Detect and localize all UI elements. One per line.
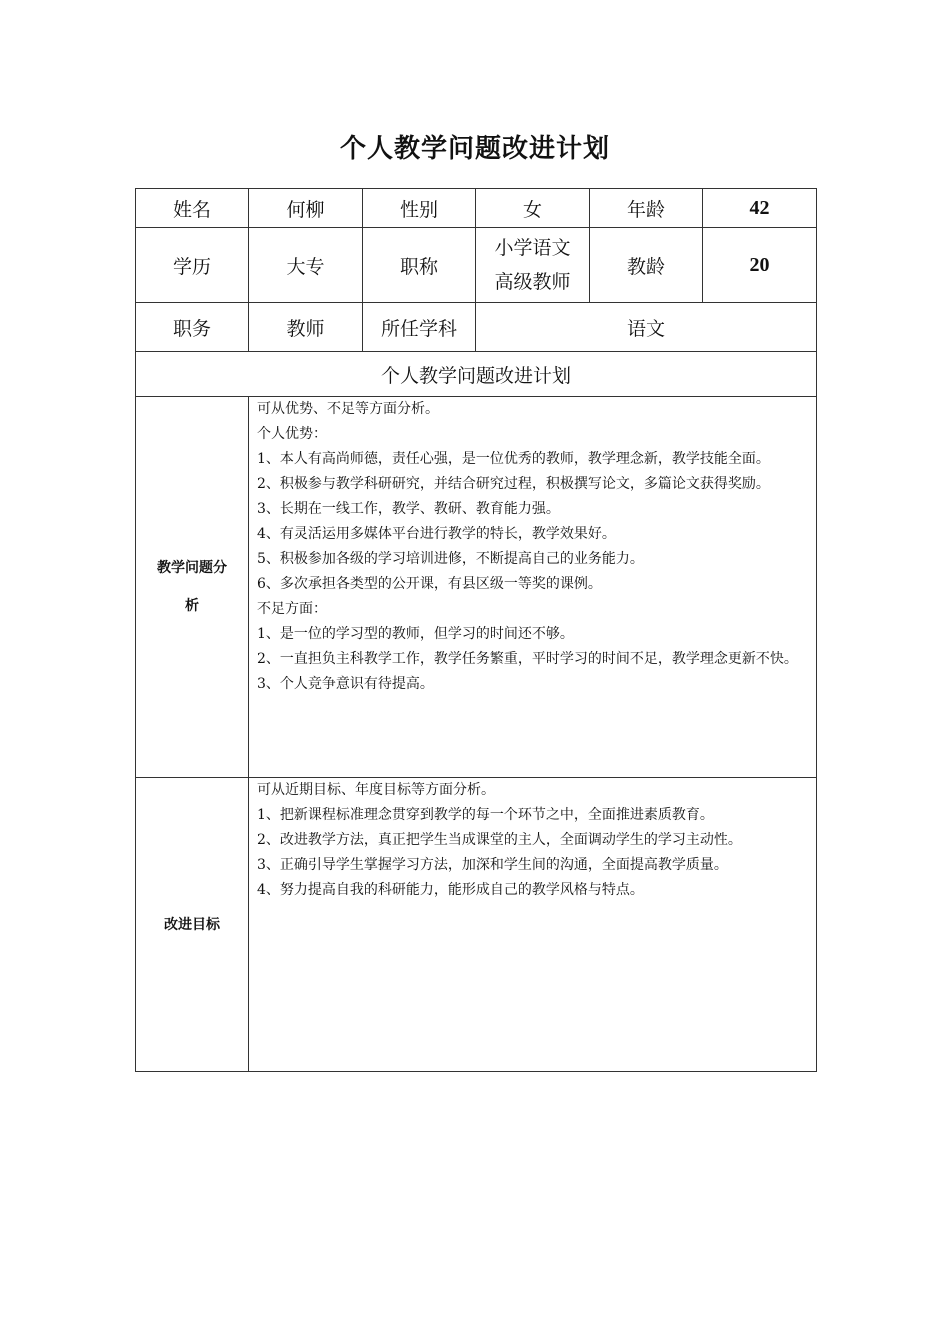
info-row-1: [136, 189, 817, 228]
analysis-row: [136, 397, 817, 778]
title-value-line-1: 小学语文: [494, 237, 571, 259]
goal-item: 4、努力提高自我的科研能力，能形成自己的教学风格与特点。: [257, 882, 644, 898]
age-label: 年龄: [590, 189, 703, 228]
weaknesses-title: 不足方面：: [257, 601, 327, 617]
title-value-line-2: 高级教师: [494, 271, 571, 293]
analysis-label-line-2: 析: [185, 598, 199, 614]
position-value: 教师: [249, 303, 363, 352]
weakness-item: 3、个人竞争意识有待提高。: [257, 676, 434, 692]
goals-label: 改进目标: [136, 778, 249, 1072]
strength-item: 5、积极参加各级的学习培训进修，不断提高自己的业务能力。: [257, 551, 644, 567]
goal-item: 1、把新课程标准理念贯穿到教学的每一个环节之中，全面推进素质教育。: [257, 807, 714, 823]
goals-content: [249, 778, 817, 1072]
weakness-item: 1、是一位的学习型的教师，但学习的时间还不够。: [257, 626, 574, 642]
age-value: 42: [703, 189, 817, 228]
analysis-intro: 可从优势、不足等方面分析。: [257, 401, 439, 417]
gender-label: 性别: [363, 189, 476, 228]
analysis-label-line-1: 教学问题分: [157, 560, 227, 576]
section-title: 个人教学问题改进计划: [136, 352, 817, 397]
goals-intro: 可从近期目标、年度目标等方面分析。: [257, 782, 495, 798]
strength-item: 1、本人有高尚师德，责任心强，是一位优秀的教师，教学理念新，教学技能全面。: [257, 451, 770, 467]
teaching-years-label: 教龄: [590, 228, 703, 303]
name-label: 姓名: [136, 189, 249, 228]
info-row-2: [136, 228, 817, 303]
strengths-title: 个人优势：: [257, 426, 327, 442]
plan-form-table: [135, 188, 817, 1072]
strength-item: 2、积极参与教学科研研究，并结合研究过程，积极撰写论文，多篇论文获得奖励。: [257, 476, 770, 492]
analysis-content: [249, 397, 817, 778]
subject-label: 所任学科: [363, 303, 476, 352]
education-label: 学历: [136, 228, 249, 303]
page-title: 个人教学问题改进计划: [339, 134, 610, 164]
gender-value: 女: [476, 189, 590, 228]
section-row: [136, 352, 817, 397]
strength-item: 6、多次承担各类型的公开课，有县区级一等奖的课例。: [257, 576, 602, 592]
name-value: 何柳: [249, 189, 363, 228]
title-label: 职称: [363, 228, 476, 303]
info-row-3: [136, 303, 817, 352]
title-value: [476, 228, 590, 303]
goal-item: 2、改进教学方法，真正把学生当成课堂的主人，全面调动学生的学习主动性。: [257, 832, 742, 848]
goal-item: 3、正确引导学生掌握学习方法，加深和学生间的沟通，全面提高教学质量。: [257, 857, 728, 873]
education-value: 大专: [249, 228, 363, 303]
analysis-label: [136, 397, 249, 778]
weakness-item: 2、一直担负主科教学工作，教学任务繁重，平时学习的时间不足，教学理念更新不快。: [257, 651, 798, 667]
strength-item: 3、长期在一线工作，教学、教研、教育能力强。: [257, 501, 560, 517]
position-label: 职务: [136, 303, 249, 352]
goals-row: [136, 778, 817, 1072]
subject-value: 语文: [476, 303, 817, 352]
strength-item: 4、有灵活运用多媒体平台进行教学的特长，教学效果好。: [257, 526, 616, 542]
teaching-years-value: 20: [703, 228, 817, 303]
